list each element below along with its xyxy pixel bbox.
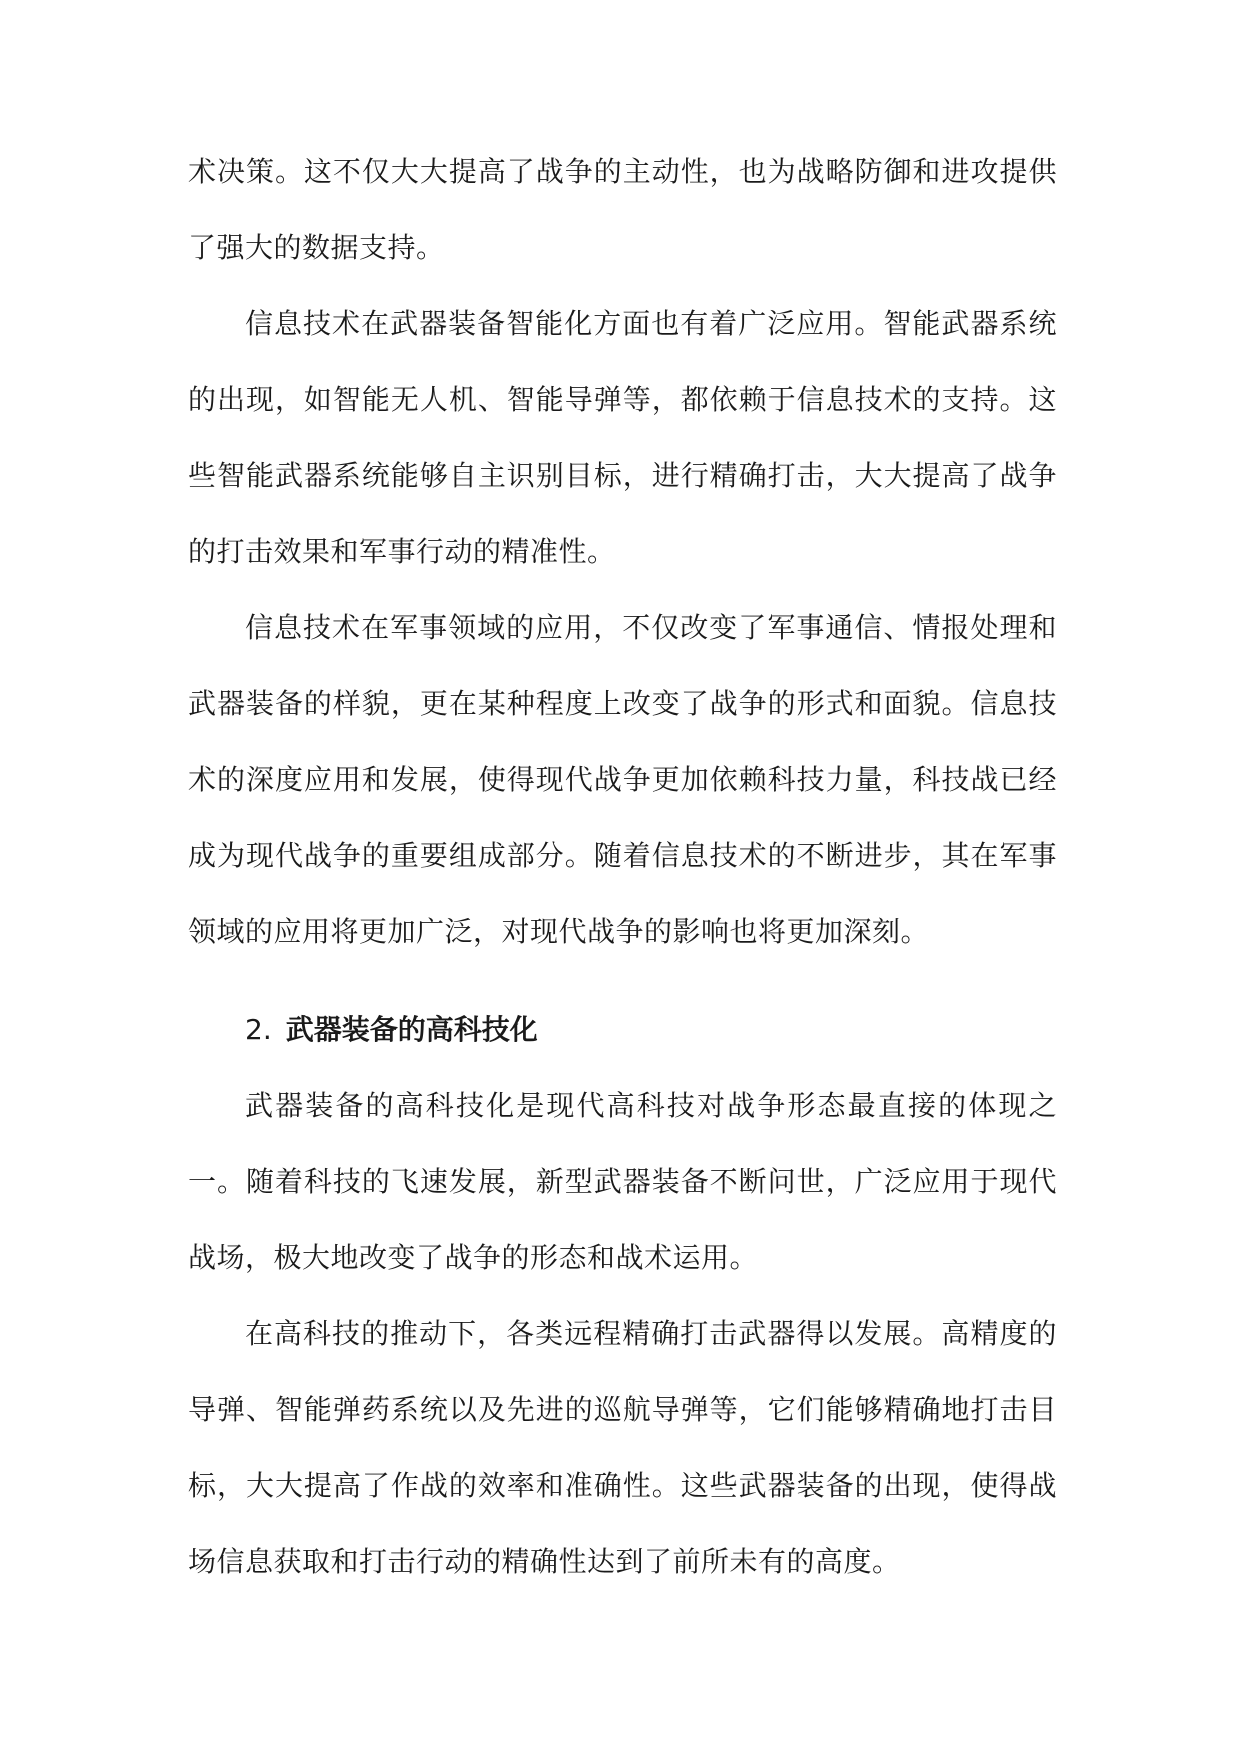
paragraph-it-military-impact: 信息技术在军事领域的应用，不仅改变了军事通信、情报处理和武器装备的样貌，更在某种程度上改变了战争的形式和面貌。信息技术的深度应用和发展，使得现代战争更加依赖科技力量，科技战已经成为现代战争的重要组成部分。随着信息技术的不断进步，其在军事领域的应用将更加广泛，对现代战争的影响也将更加深刻。 [188, 611, 1057, 948]
paragraph-precision-strike: 在高科技的推动下，各类远程精确打击武器得以发展。高精度的导弹、智能弹药系统以及先进的巡航导弹等，它们能够精确地打击目标，大大提高了作战的效率和准确性。这些武器装备的出现，使得战场信息获取和打击行动的精确性达到了前所未有的高度。 [188, 1317, 1057, 1578]
section-heading [188, 992, 1057, 1068]
paragraph-hightech-weapons: 武器装备的高科技化是现代高科技对战争形态最直接的体现之一。随着科技的飞速发展，新型武器装备不断问世，广泛应用于现代战场，极大地改变了战争的形态和战术运用。 [188, 1089, 1057, 1274]
section-title: 武器装备的高科技化 [285, 1013, 538, 1046]
paragraph-weapon-intelligence: 信息技术在武器装备智能化方面也有着广泛应用。智能武器系统的出现，如智能无人机、智能导弹等，都依赖于信息技术的支持。这些智能武器系统能够自主识别目标，进行精确打击，大大提高了战争的打击效果和军事行动的精准性。 [188, 307, 1057, 568]
paragraph-continuation: 术决策。这不仅大大提高了战争的主动性，也为战略防御和进攻提供了强大的数据支持。 [188, 155, 1057, 264]
document-body [188, 134, 1057, 1600]
section-number: 2. [245, 1013, 272, 1046]
